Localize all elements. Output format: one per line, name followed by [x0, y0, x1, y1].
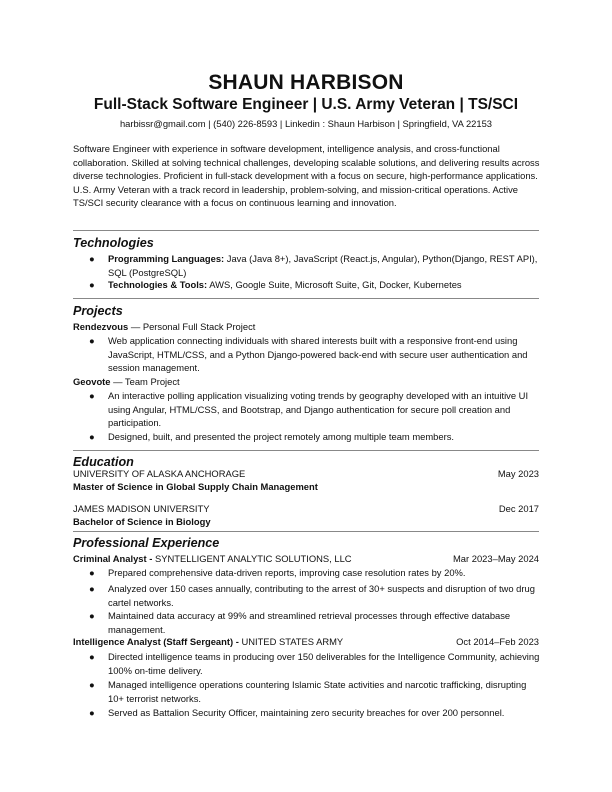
project-header: [73, 375, 539, 388]
bullet-icon: ●: [89, 707, 95, 718]
bullet-icon: ●: [89, 253, 95, 264]
bullet-icon: ●: [89, 390, 95, 401]
list-item: [89, 678, 540, 705]
project-desc: — Personal Full Stack Project: [128, 321, 256, 332]
job-date: Mar 2023–May 2024: [453, 553, 539, 564]
job-bullet: Directed intelligence teams in producing over 150 deliverables for the Intelligence Community, achieving 100% on-time delivery.: [108, 651, 540, 676]
job-org: SYNTELLIGENT ANALYTIC SOLUTIONS, LLC: [154, 553, 352, 564]
section-divider: [73, 450, 539, 451]
education-heading: Education: [73, 455, 134, 469]
section-divider: [73, 230, 539, 231]
experience-heading: Professional Experience: [73, 536, 220, 550]
list-item: [89, 389, 540, 430]
school-name: UNIVERSITY OF ALASKA ANCHORAGE: [73, 468, 246, 479]
project-bullet: Web application connecting individuals with shared interests built with a responsive front-end using JavaScript, HTML/CSS, and a Python Django-powered back-end with secure user authentication and session management.: [108, 335, 528, 374]
job-role: Intelligence Analyst (Staff Sergeant) -: [73, 636, 242, 647]
job-org: UNITED STATES ARMY: [241, 636, 344, 647]
job-header: [73, 552, 539, 565]
project-desc: — Team Project: [110, 376, 180, 387]
section-divider: [73, 531, 539, 532]
contact-email-phone: harbissr@gmail.com | (540) 226-8593 |: [119, 118, 285, 129]
section-divider: [73, 298, 539, 299]
job-bullet: Analyzed over 150 cases annually, contributing to the arrest of 30+ suspects and disruption of two drug cartel networks.: [108, 583, 535, 608]
candidate-name: SHAUN HARBISON: [208, 71, 404, 94]
bullet-icon: ●: [89, 679, 95, 690]
job-header: [73, 635, 539, 648]
education-date: Dec 2017: [498, 503, 539, 514]
bullet-icon: ●: [89, 335, 95, 346]
project-bullet: An interactive polling application visualizing voting trends by geography developed with an intuitive UI using Angular, HTML/CSS, and Bootstrap, and Django authentication for secure poll creation and participation.: [108, 390, 529, 429]
tech-text: Java (Java 8+), JavaScript (React.js, Angular), Python(Django, REST API), SQL (PostgreSQL): [108, 253, 538, 278]
job-bullet: Managed intelligence operations countering Islamic State activities and narcotic trafficking, disrupting 10+ terrorist networks.: [108, 679, 527, 704]
bullet-icon: ●: [89, 651, 95, 662]
list-item: [89, 430, 540, 444]
list-item: [89, 582, 540, 609]
linkedin-link[interactable]: Linkedin : Shaun Harbison: [284, 118, 395, 129]
list-item: [89, 334, 540, 375]
degree: Bachelor of Science in Biology: [73, 516, 211, 527]
job-date: Oct 2014–Feb 2023: [456, 636, 539, 647]
job-bullet: Served as Battalion Security Officer, maintaining zero security breaches for over 200 personnel.: [108, 707, 505, 718]
bullet-icon: ●: [89, 583, 95, 594]
job-role: Criminal Analyst -: [73, 553, 155, 564]
list-item: [89, 278, 540, 292]
bullet-icon: ●: [89, 279, 95, 290]
list-item: [89, 706, 540, 720]
technologies-heading: Technologies: [73, 236, 154, 250]
job-bullet: Maintained data accuracy at 99% and streamlined retrieval processes through effective database management.: [108, 610, 511, 635]
tech-text: AWS, Google Suite, Microsoft Suite, Git, Docker, Kubernetes: [207, 279, 462, 290]
contact-location: | Springfield, VA 22153: [394, 118, 493, 129]
project-bullet: Designed, built, and presented the project remotely among multiple team members.: [108, 431, 455, 442]
bullet-icon: ●: [89, 610, 95, 621]
degree: Master of Science in Global Supply Chain Management: [73, 481, 318, 492]
list-item: [89, 566, 540, 580]
list-item: [89, 252, 540, 279]
education-entry: [73, 502, 539, 515]
summary-paragraph: Software Engineer with experience in software development, intelligence analysis, and cross-functional collaboration. Skilled at solving technical challenges, developing scalable solutions, and delivering results across diverse technologies. Proficient in full-stack development with a focus on secure, high-performance applications. U.S. Army Veteran with a track record in leadership, problem-solving, and mission-critical operations. Active TS/SCI security clearance with a focus on continuous learning and innovation.: [73, 143, 540, 209]
project-name: Rendezvous: [73, 321, 129, 332]
project-header: [73, 320, 539, 333]
school-name: JAMES MADISON UNIVERSITY: [73, 503, 210, 514]
tech-label: Programming Languages:: [108, 253, 225, 264]
projects-heading: Projects: [73, 304, 123, 318]
tech-label: Technologies & Tools:: [108, 279, 208, 290]
list-item: [89, 609, 540, 636]
contact-line: [0, 118, 612, 129]
list-item: [89, 650, 540, 677]
project-name: Geovote: [73, 376, 111, 387]
education-date: May 2023: [497, 468, 539, 479]
job-bullet: Prepared comprehensive data-driven reports, improving case resolution rates by 20%.: [108, 567, 466, 578]
bullet-icon: ●: [89, 567, 95, 578]
candidate-title: Full-Stack Software Engineer | U.S. Army Veteran | TS/SCI: [93, 96, 519, 113]
bullet-icon: ●: [89, 431, 95, 442]
education-entry: [73, 467, 539, 480]
